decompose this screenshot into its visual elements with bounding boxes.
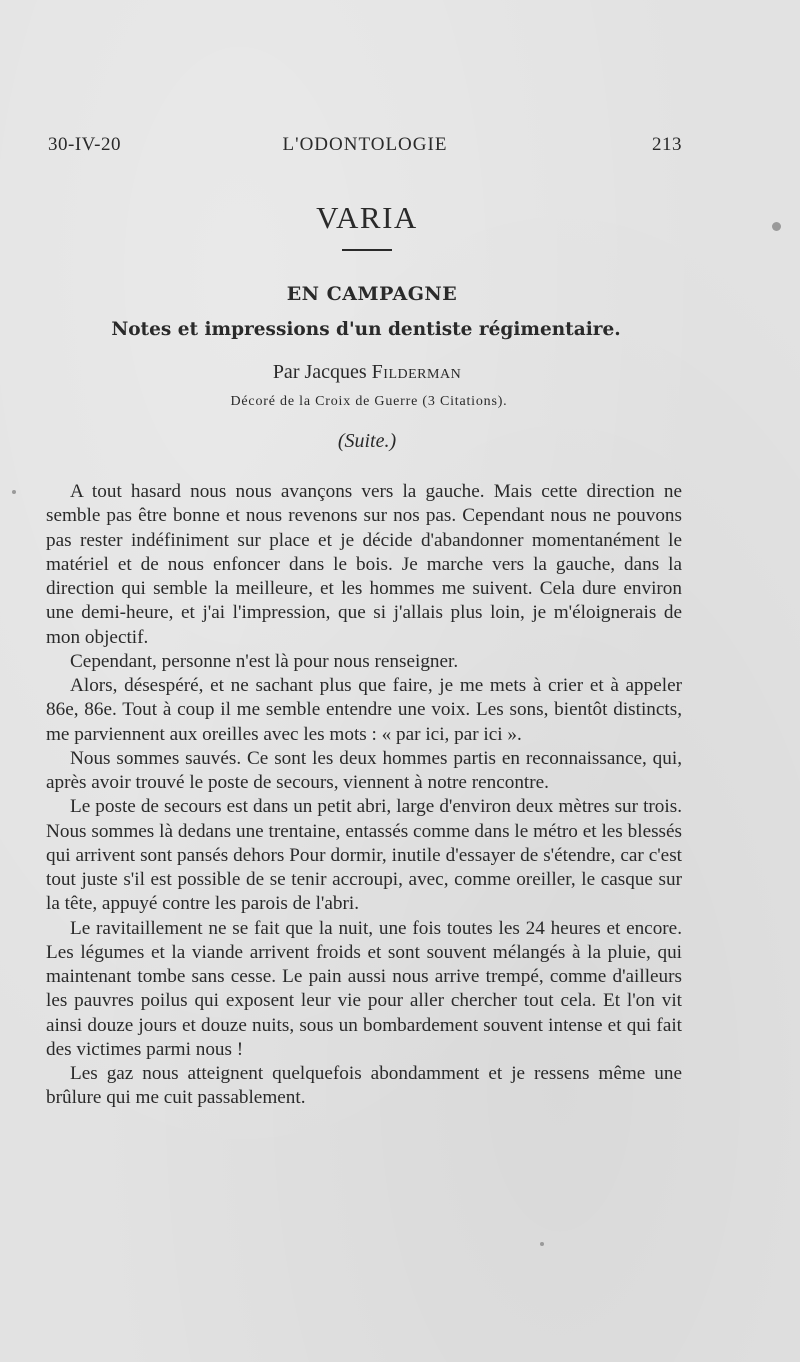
paragraph: A tout hasard nous nous avançons vers la gauche. Mais cette direction ne semble pas être bonne et nous revenons sur nos pas. Cependant nous ne pouvons pas rester indéfiniment sur place et je décide d'abandonner momentanément le matériel et de nous enfoncer dans le bois. Je marche vers la gauche, dans la direction qui semble la meilleure, et les hommes me suivent. Cela dure environ une demi-heure, et j'ai l'impression, que si j'allais plus loin, je m'éloignerais de mon objectif. bbox=[46, 481, 682, 648]
article-body bbox=[46, 480, 682, 1111]
paper-speck bbox=[540, 1242, 544, 1246]
byline bbox=[0, 361, 734, 384]
article-subtitle: Notes et impressions d'un dentiste régimentaire. bbox=[111, 319, 621, 340]
paragraph: Les gaz nous atteignent quelquefois abondamment et je ressens même une brûlure qui me cuit passablement. bbox=[46, 1063, 682, 1109]
section-title: VARIA bbox=[316, 200, 418, 235]
journal-title: L'ODONTOLOGIE bbox=[282, 134, 448, 155]
author-surname: Filderman bbox=[371, 361, 462, 383]
paragraph: Nous sommes sauvés. Ce sont les deux hommes partis en reconnaissance, qui, après avoir trouvé le poste de secours, viennent à notre rencontre. bbox=[46, 747, 682, 793]
paper-speck bbox=[12, 490, 16, 494]
issue-date: 30-IV-20 bbox=[48, 134, 121, 155]
page-number: 213 bbox=[652, 134, 682, 155]
author-decoration: Décoré de la Croix de Guerre (3 Citations). bbox=[230, 394, 508, 409]
running-head bbox=[48, 134, 682, 162]
paragraph: Le ravitaillement ne se fait que la nuit, une fois toutes les 24 heures et encore. Les légumes et la viande arrivent froids et sont souvent mélangés à la pluie, qui maintenant tombe sans cesse. Le pain aussi nous arrive trempé, comme d'ailleurs les pauvres poilus qui exposent leur vie pour aller chercher tout cela. Et l'on vit ainsi douze jours et douze nuits, sous un bombardement souvent intense et qui fait des victimes parmi nous ! bbox=[46, 917, 682, 1060]
paragraph: Le poste de secours est dans un petit abri, large d'environ deux mètres sur trois. Nous sommes là dedans une trentaine, entassés comme dans le métro et les blessés qui arrivent sont pansés dehors Pour dormir, inutile d'essayer de s'étendre, car c'est tout juste s'il est possible de se tenir accroupi, avec, comme oreiller, le casque sur la tête, appuyé contre les parois de l'abri. bbox=[46, 796, 682, 915]
article-title: EN CAMPAGNE bbox=[286, 283, 458, 305]
byline-prefix: Par Jacques bbox=[272, 361, 367, 383]
continuation-note: (Suite.) bbox=[337, 430, 397, 452]
paper-speck bbox=[772, 222, 781, 231]
title-rule bbox=[342, 249, 392, 251]
paragraph: Cependant, personne n'est là pour nous renseigner. bbox=[70, 650, 459, 672]
paragraph: Alors, désespéré, et ne sachant plus que faire, je me mets à crier et à appeler 86e, 86e. Tout à coup il me semble entendre une voix. Les sons, bientôt distincts, me parviennent aux oreilles avec les mots : « par ici, par ici ». bbox=[46, 675, 682, 745]
